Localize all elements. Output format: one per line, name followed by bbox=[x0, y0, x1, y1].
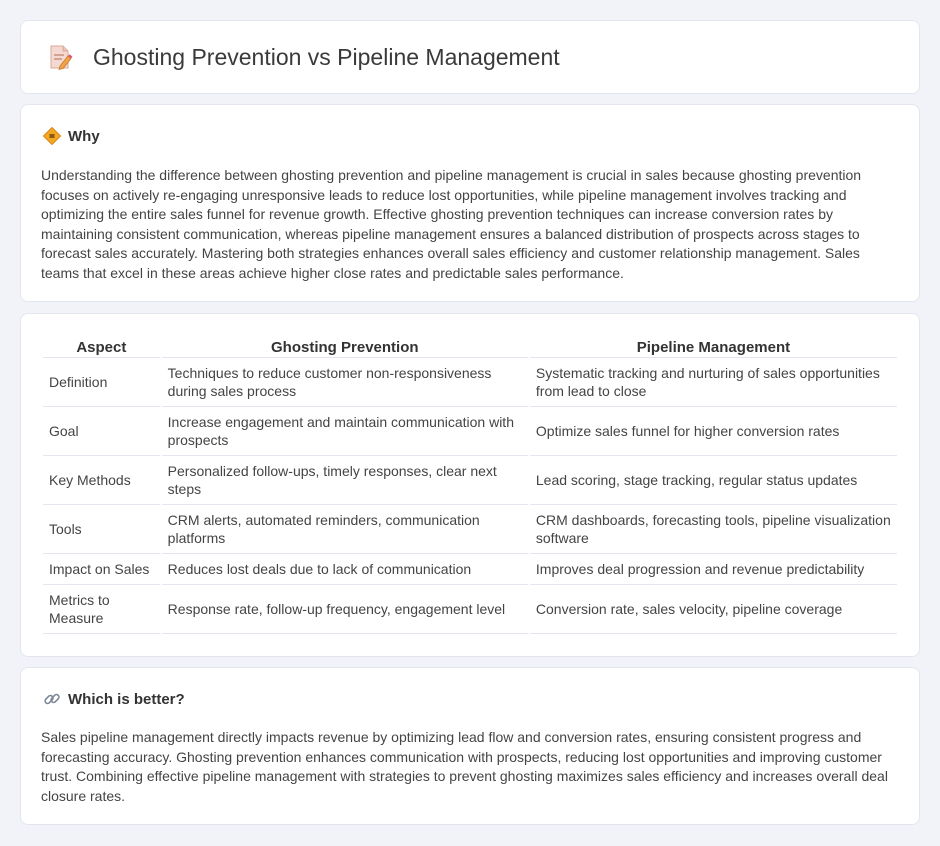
table-cell: CRM dashboards, forecasting tools, pipeline visualization software bbox=[530, 505, 897, 554]
table-cell: Optimize sales funnel for higher conversion rates bbox=[530, 407, 897, 456]
table-cell: Increase engagement and maintain communication with prospects bbox=[162, 407, 528, 456]
diamond-sign-icon bbox=[43, 127, 61, 145]
link-icon bbox=[43, 690, 61, 708]
table-cell: Key Methods bbox=[43, 456, 160, 505]
table-cell: Tools bbox=[43, 505, 160, 554]
better-section bbox=[20, 667, 920, 825]
document-edit-icon bbox=[47, 43, 73, 71]
table-cell: Impact on Sales bbox=[43, 554, 160, 585]
table-cell: Personalized follow-ups, timely responses, clear next steps bbox=[162, 456, 528, 505]
why-heading: Why bbox=[68, 127, 100, 145]
table-cell: Reduces lost deals due to lack of communication bbox=[162, 554, 528, 585]
column-header-pipeline: Pipeline Management bbox=[530, 334, 897, 358]
table-cell: Response rate, follow-up frequency, engagement level bbox=[162, 585, 528, 634]
comparison-card bbox=[20, 313, 920, 657]
table-row bbox=[43, 554, 897, 585]
column-header-ghosting: Ghosting Prevention bbox=[162, 334, 528, 358]
table-cell: Goal bbox=[43, 407, 160, 456]
table-cell: Lead scoring, stage tracking, regular status updates bbox=[530, 456, 897, 505]
table-cell: Conversion rate, sales velocity, pipeline coverage bbox=[530, 585, 897, 634]
table-cell: Definition bbox=[43, 358, 160, 407]
better-body: Sales pipeline management directly impacts revenue by optimizing lead flow and conversion rates, ensuring consistent progress and forecasting accuracy. Ghosting prevention enhances communication with prospects, reducing lost opportunities and improving customer trust. Combining effective pipeline management with strategies to prevent ghosting maximizes sales efficiency and increases overall deal closure rates. bbox=[41, 729, 888, 804]
table-cell: Metrics to Measure bbox=[43, 585, 160, 634]
table-cell: CRM alerts, automated reminders, communication platforms bbox=[162, 505, 528, 554]
why-section bbox=[20, 104, 920, 302]
table-cell: Improves deal progression and revenue predictability bbox=[530, 554, 897, 585]
better-heading: Which is better? bbox=[68, 690, 185, 708]
table-row bbox=[43, 505, 897, 554]
comparison-table bbox=[41, 334, 899, 634]
header-card bbox=[20, 20, 920, 94]
column-header-aspect: Aspect bbox=[43, 334, 160, 358]
table-cell: Techniques to reduce customer non-responsiveness during sales process bbox=[162, 358, 528, 407]
page-title: Ghosting Prevention vs Pipeline Management bbox=[93, 43, 560, 70]
table-row bbox=[43, 585, 897, 634]
table-row bbox=[43, 407, 897, 456]
why-body: Understanding the difference between ghosting prevention and pipeline management is crucial in sales because ghosting prevention focuses on actively re-engaging unresponsive leads to reduce lost opportunities, while pipeline management involves tracking and optimizing the entire sales funnel for revenue growth. Effective ghosting prevention techniques can increase conversion rates by maintaining consistent communication, whereas pipeline management ensures a balanced distribution of prospects across stages to forecast sales accurately. Mastering both strategies enhances overall sales efficiency and customer relationship management. Sales teams that excel in these areas achieve higher close rates and predictable sales performance. bbox=[41, 167, 862, 281]
table-cell: Systematic tracking and nurturing of sales opportunities from lead to close bbox=[530, 358, 897, 407]
table-row bbox=[43, 358, 897, 407]
table-row bbox=[43, 456, 897, 505]
